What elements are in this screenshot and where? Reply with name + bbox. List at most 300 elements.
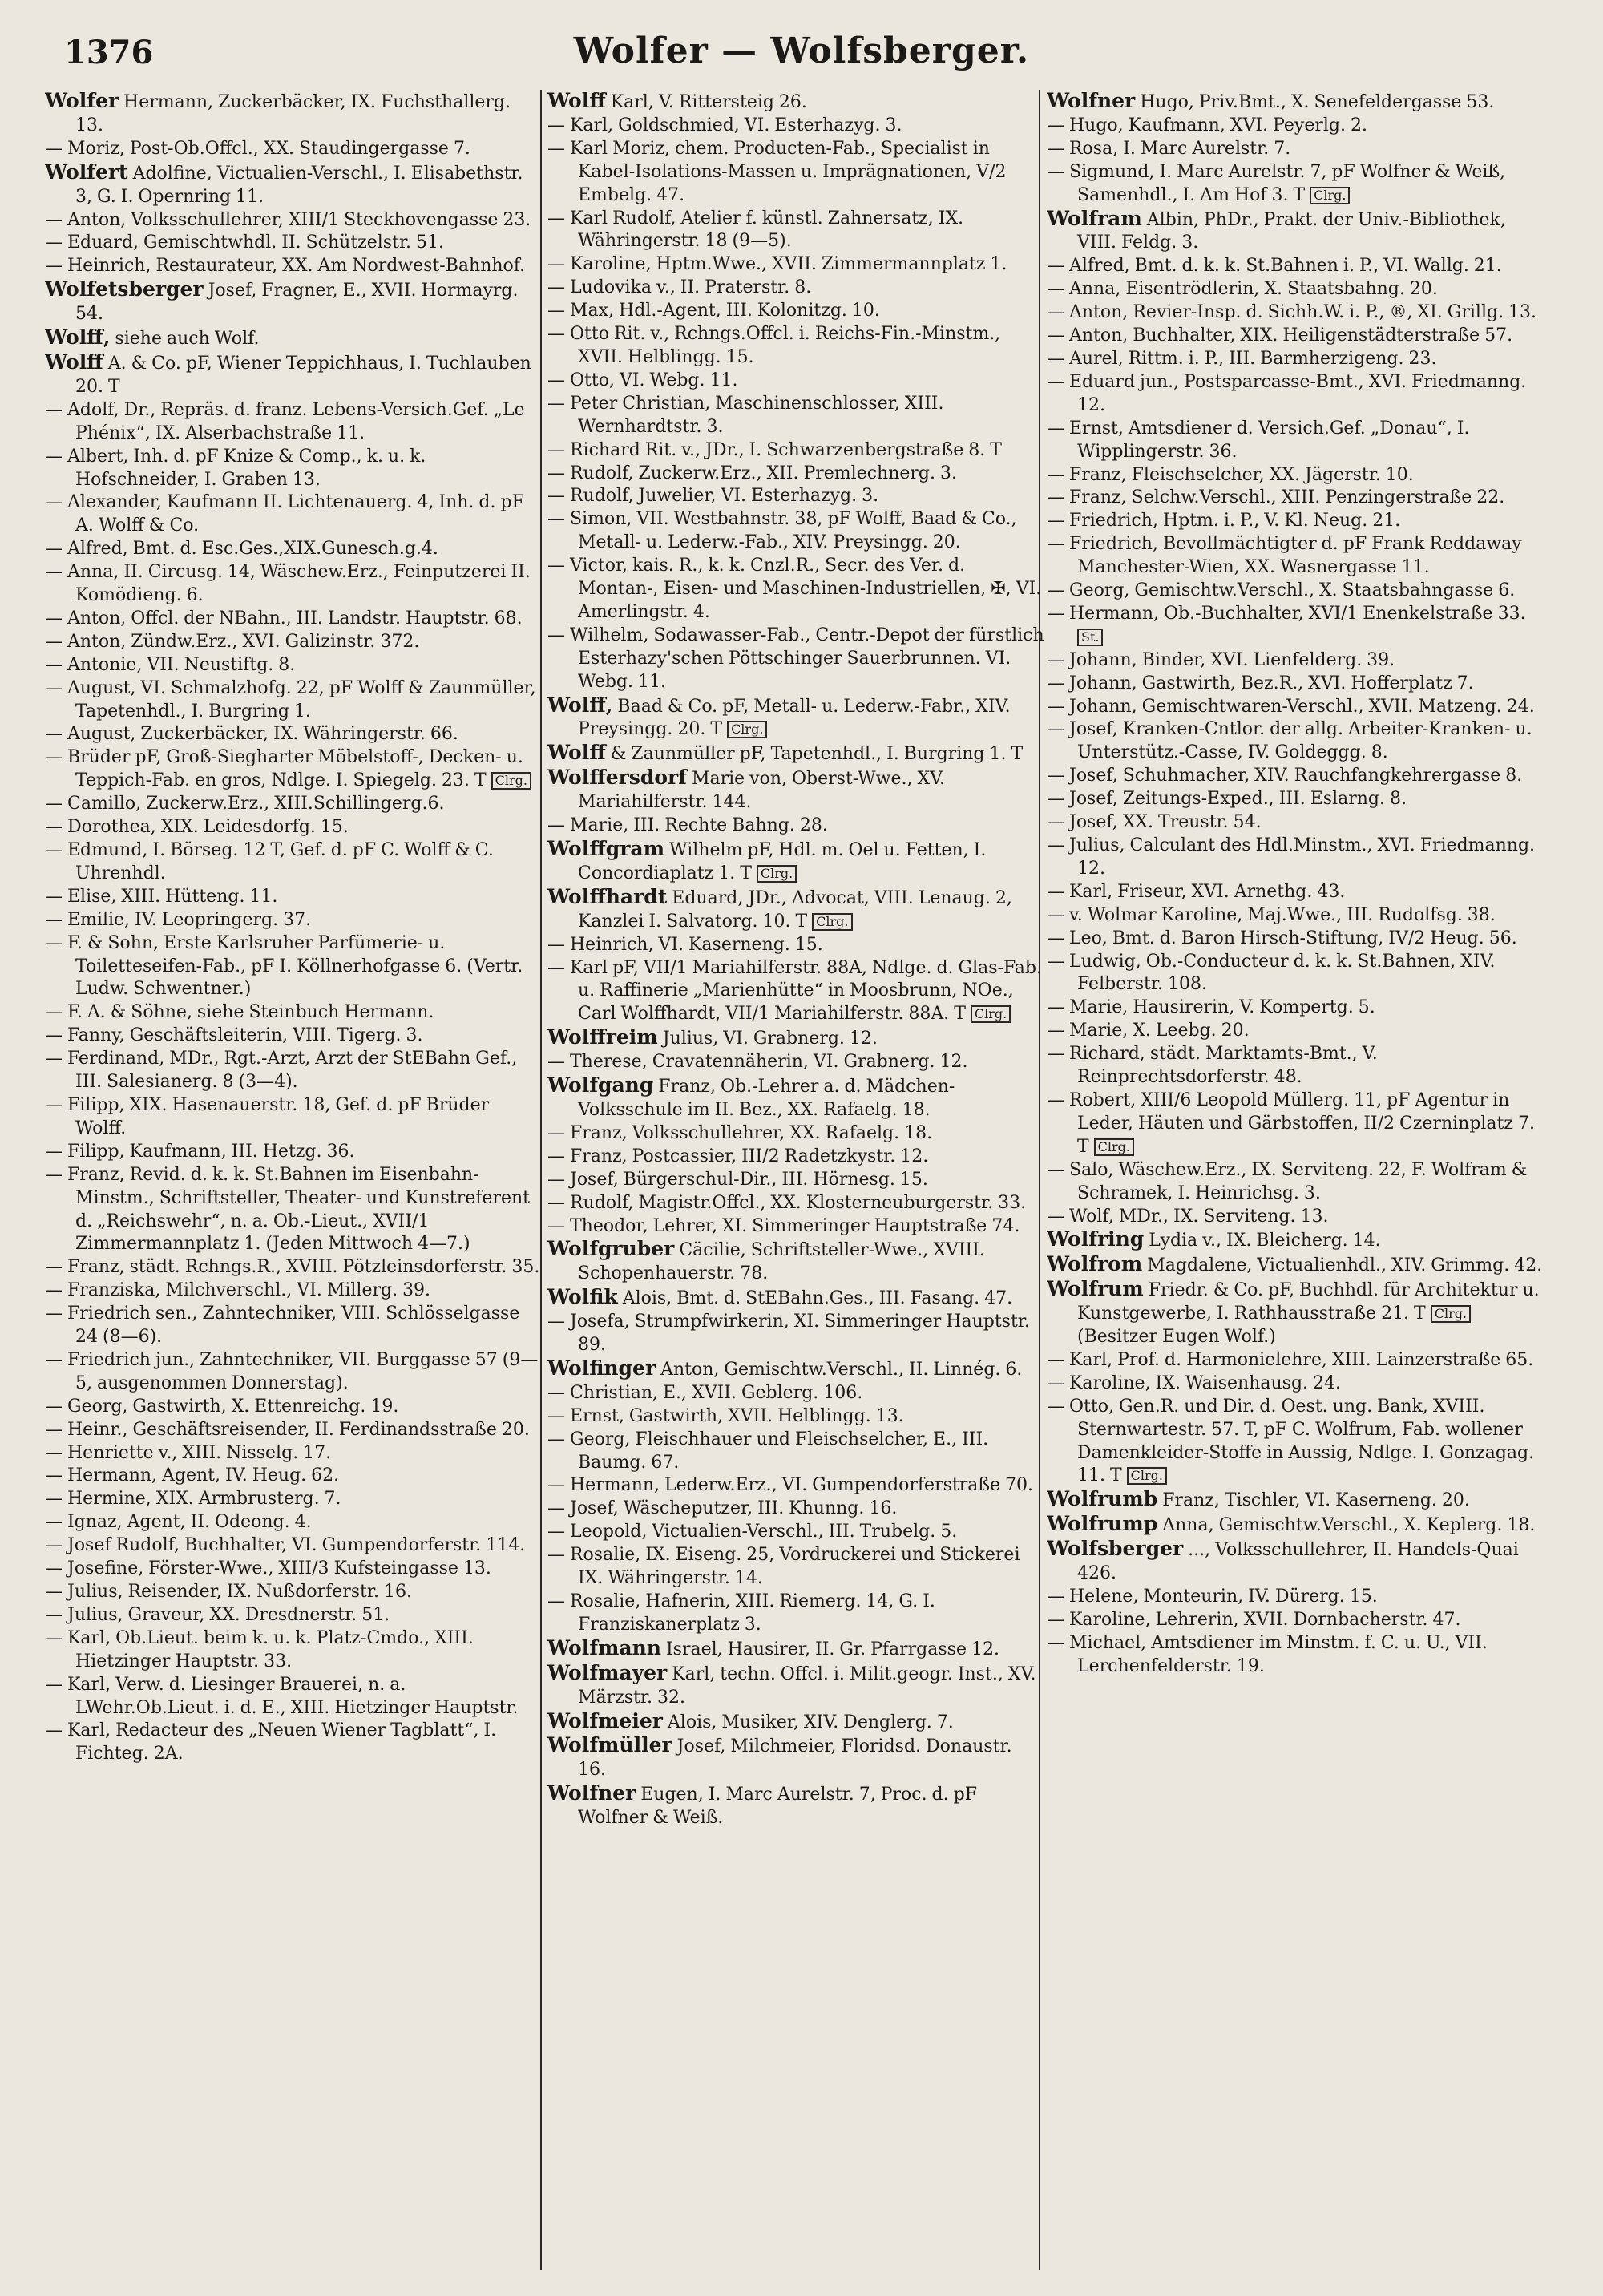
entry-text: — Camillo, Zuckerw.Erz., XIII.Schillingerg.6. (45, 794, 445, 815)
entry-text: Franz, Ob.-Lehrer a. d. Mädchen-Volksschule im II. Bez., XX. Rafaelg. 18. (578, 1077, 955, 1120)
entry-text: — Marie, III. Rechte Bahng. 28. (547, 815, 828, 836)
entry-surname: Wolff (547, 741, 606, 765)
directory-entry (547, 1026, 1044, 1051)
directory-entry (547, 1544, 1044, 1591)
entry-text: — Rudolf, Juwelier, VI. Esterhazyg. 3. (547, 486, 879, 507)
entry-text: — Edmund, I. Börseg. 12 T, Gef. d. pF C. Wolff & C. Uhrenhdl. (45, 840, 494, 883)
entry-text: — Richard Rit. v., JDr., I. Schwarzenbergstraße 8. T (547, 439, 1002, 460)
directory-entry (547, 439, 1044, 463)
directory-entry (1047, 1278, 1544, 1349)
directory-entry (1047, 1632, 1544, 1679)
directory-entry (547, 138, 1044, 208)
entry-text: — Eduard, Gemischtwhdl. II. Schützelstr. 51. (45, 232, 445, 253)
entry-text: — Sigmund, I. Marc Aurelstr. 7, pF Wolfner & Weiß, Samenhdl., I. Am Hof 3. T (1047, 161, 1506, 205)
directory-entry (45, 1442, 542, 1465)
entry-text: — Josefa, Strumpfwirkerin, XI. Simmeringer Hauptstr. 89. (547, 1312, 1030, 1356)
entry-surname: Wolfmüller (547, 1733, 672, 1757)
directory-entry (547, 508, 1044, 555)
entry-text: — Salo, Wäschew.Erz., IX. Serviteng. 22, F. Wolfram & Schramek, I. Heinrichsg. 3. (1047, 1159, 1528, 1203)
directory-entry (45, 723, 542, 746)
directory-entry (1047, 1253, 1544, 1278)
entry-text: — Theodor, Lehrer, XI. Simmeringer Hauptstraße 74. (547, 1215, 1020, 1236)
directory-entry (45, 1025, 542, 1048)
entry-text: Josef, Milchmeier, Floridsd. Donaustr. 16. (578, 1736, 1012, 1781)
directory-entry (547, 463, 1044, 486)
entry-text: — Franz, Volksschullehrer, XX. Rafaelg. 18. (547, 1122, 933, 1143)
entry-text: — Josef, Bürgerschul-Dir., III. Hörnesg. 15. (547, 1169, 928, 1190)
directory-entry (45, 232, 542, 255)
entry-text: — Georg, Gemischtw.Verschl., X. Staatsbahngasse 6. (1047, 580, 1516, 601)
entry-text: — Karl Rudolf, Atelier f. künstl. Zahnersatz, IX. Währingerstr. 18 (9—5). (547, 208, 964, 252)
directory-entry (547, 1474, 1044, 1498)
entry-text: — Rosalie, IX. Eiseng. 25, Vordruckerei und Stickerei IX. Währingerstr. 14. (547, 1545, 1020, 1589)
entry-text: — Hermann, Ob.-Buchhalter, XVI/1 Enenkelstraße 33. (1047, 603, 1526, 624)
entry-text: Josef, Fragner, E., XVII. Hormayrg. 54. (75, 281, 519, 325)
entry-text: — Julius, Graveur, XX. Dresdnerstr. 51. (45, 1604, 390, 1625)
entry-text: — Karoline, Lehrerin, XVII. Dornbacherstr. 47. (1047, 1609, 1461, 1630)
entry-surname: Wolff, (45, 325, 111, 350)
directory-entry (1047, 788, 1544, 811)
entry-text: A. & Co. pF, Wiener Teppichhaus, I. Tuchlauben 20. T (75, 353, 531, 397)
entry-text: — Richard, städt. Marktamts-Bmt., V. Reinprechtsdorferstr. 48. (1047, 1044, 1378, 1088)
entry-text: — Ignaz, Agent, II. Odeong. 4. (45, 1512, 312, 1533)
directory-entry (547, 1591, 1044, 1637)
entry-text: — Karoline, IX. Waisenhausg. 24. (1047, 1372, 1342, 1393)
entry-text: — Henriette v., XIII. Nisselg. 17. (45, 1442, 332, 1463)
entry-surname: Wolfer (45, 90, 119, 112)
entry-text: — Christian, E., XVII. Geblerg. 106. (547, 1382, 863, 1403)
entry-text: — Josef, Schuhmacher, XIV. Rauchfangkehrergasse 8. (1047, 766, 1523, 786)
entry-surname: Wolfik (547, 1285, 618, 1309)
entry-text: — Friedrich sen., Zahntechniker, VIII. Schlösselgasse 24 (8—6). (45, 1304, 520, 1348)
entry-text: Eduard, JDr., Advocat, VIII. Lenaug. 2, Kanzlei I. Salvatorg. 10. T (578, 887, 1012, 932)
entry-text: Wilhelm pF, Hdl. m. Oel u. Fetten, I. Concordiaplatz 1. T (578, 840, 987, 883)
directory-entry (1047, 765, 1544, 788)
entry-text: — Josef, Wäscheputzer, III. Khunng. 16. (547, 1498, 898, 1519)
page-title: Wolfer — Wolfsberger. (573, 30, 1030, 71)
entry-text: Anton, Gemischtw.Verschl., II. Linnég. 6. (656, 1359, 1023, 1380)
directory-entry (1047, 325, 1544, 348)
entry-text: — Rosalie, Hafnerin, XIII. Riemerg. 14, G. I. Franziskanerplatz 3. (547, 1591, 935, 1635)
entry-text: — Anton, Volksschullehrer, XIII/1 Steckhovengasse 23. (45, 209, 531, 230)
directory-entry (1047, 371, 1544, 418)
entry-text: Lydia v., IX. Bleicherg. 14. (1144, 1231, 1381, 1251)
entry-text: — Karl, Redacteur des „Neuen Wiener Tagblatt“, I. Fichteg. 2A. (45, 1720, 497, 1764)
entry-text: — Ludwig, Ob.-Conducteur d. k. k. St.Bahnen, XIV. Felberstr. 108. (1047, 951, 1496, 995)
directory-entry (547, 1498, 1044, 1521)
entry-text: — Josef, Zeitungs-Exped., III. Eslarng. 8. (1047, 789, 1407, 810)
entry-surname: Wolffhardt (547, 884, 668, 908)
directory-entry (1047, 255, 1544, 278)
directory-entry (547, 766, 1044, 815)
directory-entry (1047, 1349, 1544, 1372)
entry-text: — Julius, Calculant des Hdl.Minstm., XVI. Friedmanng. 12. (1047, 835, 1536, 879)
directory-entry (45, 932, 542, 1002)
column-right (1047, 90, 1544, 2278)
directory-entry (45, 886, 542, 909)
entry-text: Anna, Gemischtw.Verschl., X. Keplerg. 18. (1157, 1515, 1536, 1536)
entry-text: — Josef Rudolf, Buchhalter, VI. Gumpendorferstr. 114. (45, 1535, 526, 1556)
entry-text: — Filipp, XIX. Hasenauerstr. 18, Gef. d. pF Brüder Wolff. (45, 1094, 490, 1138)
directory-entry (547, 1357, 1044, 1382)
entry-text: — Josef, XX. Treustr. 54. (1047, 812, 1262, 833)
entry-text: — Leopold, Victualien-Verschl., III. Trubelg. 5. (547, 1522, 958, 1542)
entry-text: — Friedrich, Bevollmächtigter d. pF Frank Reddaway Manchester-Wien, XX. Wasnergasse 11. (1047, 534, 1522, 578)
directory-entry (547, 1662, 1044, 1710)
directory-entry (1047, 161, 1544, 208)
directory-entry (547, 90, 1044, 115)
entry-text: — Wolf, MDr., IX. Serviteng. 13. (1047, 1206, 1329, 1227)
entry-surname: Wolfgruber (547, 1237, 675, 1261)
directory-entry (547, 957, 1044, 1027)
entry-surname: Wolfmann (547, 1635, 661, 1659)
directory-entry (547, 1215, 1044, 1239)
directory-entry (45, 1720, 542, 1766)
entry-text: — Karl, Friseur, XVI. Arnethg. 43. (1047, 881, 1346, 902)
entry-text: — Otto, Gen.R. und Dir. d. Oest. ung. Bank, XVIII. Sternwartestr. 57. T, pF C. Wolfrum, Fab. wollener Damenkleider-Stoffe in Aussig, Ndlge. I. Gonzagag. 11. T (1047, 1396, 1535, 1486)
directory-entry (45, 90, 542, 138)
entry-text: Julius, VI. Grabnerg. 12. (657, 1029, 878, 1049)
entry-surname: Wolff (547, 90, 606, 112)
entry-text: — Alfred, Bmt. d. Esc.Ges.,XIX.Gunesch.g.4. (45, 539, 438, 560)
page-number: 1376 (64, 34, 154, 71)
directory-entry (1047, 696, 1544, 719)
directory-entry (45, 608, 542, 631)
directory-entry (547, 1637, 1044, 1662)
clearing-badge: Clrg. (757, 865, 797, 883)
entry-text: Albin, PhDr., Prakt. der Univ.-Bibliothek, VIII. Feldg. 3. (1077, 209, 1506, 253)
directory-entry (1047, 533, 1544, 580)
directory-entry (1047, 904, 1544, 928)
entry-text: — Robert, XIII/6 Leopold Müllerg. 11, pF Agentur in Leder, Häuten und Gärbstoffen, II/2 Czerninplatz 7. T (1047, 1089, 1535, 1157)
entry-text: — Antonie, VII. Neustiftg. 8. (45, 654, 296, 675)
directory-entry (1047, 138, 1544, 161)
column-middle (547, 90, 1044, 2278)
directory-entry (1047, 603, 1544, 649)
entry-surname: Wolfring (1047, 1227, 1145, 1251)
entry-text: Hugo, Priv.Bmt., X. Senefeldergasse 53. (1135, 92, 1495, 112)
directory-entry (547, 1405, 1044, 1429)
page-header (48, 24, 1555, 80)
entry-text: — Leo, Bmt. d. Baron Hirsch-Stiftung, IV/2 Heug. 56. (1047, 928, 1517, 948)
entry-text: Friedr. & Co. pF, Buchhdl. für Architektur u. Kunstgewerbe, I. Rathhausstraße 21. T (1077, 1280, 1540, 1324)
directory-entry (547, 1051, 1044, 1074)
directory-entry (1047, 464, 1544, 487)
entry-text: — Friedrich jun., Zahntechniker, VII. Burggasse 57 (9—5, ausgenommen Donnerstag). (45, 1349, 539, 1393)
entry-text: — Alexander, Kaufmann II. Lichtenauerg. 4, Inh. d. pF A. Wolff & Co. (45, 492, 524, 536)
directory-entry (45, 255, 542, 278)
directory-entry (45, 631, 542, 654)
directory-entry (1047, 951, 1544, 997)
entry-text: — Michael, Amtsdiener im Minstm. f. C. u. U., VII. Lerchenfelderstr. 19. (1047, 1632, 1488, 1676)
entry-text: Franz, Tischler, VI. Kaserneng. 20. (1157, 1490, 1470, 1511)
directory-entry (45, 1534, 542, 1558)
entry-text: — Friedrich, Hptm. i. P., V. Kl. Neug. 21. (1047, 511, 1401, 532)
directory-entry (1047, 649, 1544, 673)
directory-entry (45, 1303, 542, 1349)
directory-entry (1047, 673, 1544, 696)
directory-entry (1047, 278, 1544, 301)
directory-entry (45, 1581, 542, 1604)
directory-entry (1047, 1020, 1544, 1043)
directory-entry (45, 278, 542, 326)
entry-text: Adolfine, Victualien-Verschl., I. Elisabethstr. 3, G. I. Opernring 11. (75, 163, 523, 207)
directory-entry (1047, 881, 1544, 904)
entry-text: — Heinrich, VI. Kaserneng. 15. (547, 934, 823, 955)
directory-entry (547, 1192, 1044, 1215)
directory-entry (45, 1094, 542, 1141)
entry-surname: Wolfrumb (1047, 1487, 1158, 1511)
directory-entry (45, 1001, 542, 1025)
directory-entry (547, 485, 1044, 508)
directory-entry (547, 1074, 1044, 1122)
directory-entry (45, 1048, 542, 1094)
entry-text: — Emilie, IV. Leopringerg. 37. (45, 909, 312, 930)
directory-entry (45, 1488, 542, 1511)
entry-text: — August, Zuckerbäcker, IX. Währingerstr. 66. (45, 724, 458, 745)
directory-entry (547, 1734, 1044, 1782)
directory-entry (1047, 928, 1544, 951)
entry-text: — Marie, Hausirerin, V. Kompertg. 5. (1047, 997, 1375, 1018)
directory-entry (45, 351, 542, 399)
directory-entry (45, 677, 542, 724)
directory-entry (1047, 1043, 1544, 1089)
directory-entry (45, 446, 542, 492)
clearing-badge: Clrg. (491, 772, 531, 790)
entry-surname: Wolff, (547, 693, 613, 717)
entry-text: — Karl, Prof. d. Harmonielehre, XIII. Lainzerstraße 65. (1047, 1349, 1534, 1370)
clearing-badge: Clrg. (727, 721, 767, 738)
entry-text: Baad & Co. pF, Metall- u. Lederw.-Fabr., XIV. Preysingg. 20. T (578, 696, 1011, 740)
directory-entry (45, 1279, 542, 1303)
directory-entry (45, 1349, 542, 1396)
directory-entry (1047, 510, 1544, 533)
directory-entry (1047, 90, 1544, 115)
entry-text: — Karl, Ob.Lieut. beim k. u. k. Platz-Cmdo., XIII. Hietzinger Hauptstr. 33. (45, 1627, 474, 1671)
entry-text: — Johann, Gastwirth, Bez.R., XVI. Hofferplatz 7. (1047, 673, 1474, 693)
entry-surname: Wolfner (547, 1781, 636, 1805)
entry-text: — Hermann, Lederw.Erz., VI. Gumpendorferstraße 70. (547, 1475, 1034, 1496)
directory-entry (547, 815, 1044, 838)
entry-text: — Alfred, Bmt. d. k. k. St.Bahnen i. P., VI. Wallg. 21. (1047, 256, 1502, 277)
entry-text: — Max, Hdl.-Agent, III. Kolonitzg. 10. (547, 301, 880, 321)
directory-entry (1047, 1586, 1544, 1609)
entry-text: — Josefine, Förster-Wwe., XIII/3 Kufsteingasse 13. (45, 1558, 491, 1579)
entry-text: — Julius, Reisender, IX. Nußdorferstr. 16. (45, 1582, 412, 1602)
directory-entry (547, 1382, 1044, 1405)
directory-entry (1047, 1538, 1544, 1586)
directory-entry (547, 115, 1044, 138)
entry-text: — Anton, Zündw.Erz., XVI. Galizinstr. 372. (45, 631, 420, 652)
clearing-badge: St. (1077, 629, 1103, 646)
entry-text: — Rudolf, Zuckerw.Erz., XII. Premlechnerg. 3. (547, 463, 957, 483)
entry-text: Marie von, Oberst-Wwe., XV. Mariahilferstr. 144. (578, 769, 946, 813)
directory-entry (1047, 996, 1544, 1020)
entry-text: — Karl, Verw. d. Liesinger Brauerei, n. a. LWehr.Ob.Lieut. i. d. E., XIII. Hietzinger Hauptstr. (45, 1674, 519, 1718)
entry-text: — Filipp, Kaufmann, III. Hetzg. 36. (45, 1141, 355, 1162)
entry-text: — Ernst, Gastwirth, XVII. Helblingg. 13. (547, 1405, 904, 1426)
entry-text: — Karl, Goldschmied, VI. Esterhazyg. 3. (547, 115, 902, 135)
entry-text: ..., Volksschullehrer, II. Handels-Quai 426. (1077, 1540, 1519, 1584)
entry-text: Cäcilie, Schriftsteller-Wwe., XVIII. Schopenhauerstr. 78. (578, 1240, 985, 1284)
entry-text: — Brüder pF, Groß-Siegharter Möbelstoff-, Decken- u. Teppich-Fab. en gros, Ndlge. I. Spiegelg. 23. T (45, 747, 523, 791)
entry-text: — Georg, Gastwirth, X. Ettenreichg. 19. (45, 1396, 399, 1417)
entry-text: — Ernst, Amtsdiener d. Versich.Gef. „Donau“, I. Wipplingerstr. 36. (1047, 418, 1470, 462)
entry-surname: Wolfinger (547, 1356, 656, 1380)
entry-text: Karl, techn. Offcl. i. Milit.geogr. Inst., XV. Märzstr. 32. (578, 1663, 1036, 1708)
directory-entry (45, 538, 542, 561)
entry-text: — Therese, Cravatennäherin, VI. Grabnerg. 12. (547, 1052, 968, 1073)
directory-entry (45, 793, 542, 816)
directory-entry (547, 625, 1044, 694)
directory-entry (45, 746, 542, 793)
entry-surname: Wolfrump (1047, 1512, 1158, 1536)
entry-text: — Karoline, Hptm.Wwe., XVII. Zimmermannplatz 1. (547, 254, 1007, 275)
entry-text: — Moriz, Post-Ob.Offcl., XX. Staudingergasse 7. (45, 138, 470, 159)
directory-entry (547, 277, 1044, 300)
column-left (45, 90, 542, 2278)
directory-entry (45, 561, 542, 608)
entry-text: — Hermine, XIX. Armbrusterg. 7. (45, 1489, 341, 1510)
entry-surname: Wolfrom (1047, 1252, 1143, 1276)
directory-entry (1047, 418, 1544, 464)
directory-entry (547, 1238, 1044, 1286)
entry-text: — Victor, kais. R., k. k. Cnzl.R., Secr. des Ver. d. Montan-, Eisen- und Maschinen-Industriellen, ✠, VI. Amerlingstr. 4. (547, 556, 1042, 622)
entry-text: — Ludovika v., II. Praterstr. 8. (547, 277, 812, 298)
entry-surname: Wolffersdorf (547, 766, 687, 790)
directory-entry (45, 1627, 542, 1674)
directory-entry (1047, 1609, 1544, 1632)
entry-text: Hermann, Zuckerbäcker, IX. Fuchsthallerg. 13. (75, 92, 511, 135)
directory-entry (547, 300, 1044, 323)
entry-text: — Ferdinand, MDr., Rgt.-Arzt, Arzt der StEBahn Gef., III. Salesianerg. 8 (3—4). (45, 1049, 518, 1093)
entry-text: — Helene, Monteurin, IV. Dürerg. 15. (1047, 1587, 1378, 1607)
directory-entry (45, 816, 542, 839)
directory-entry (45, 399, 542, 446)
entry-text: — Hermann, Agent, IV. Heug. 62. (45, 1465, 340, 1486)
entry-text: Karl, V. Rittersteig 26. (605, 92, 807, 112)
entry-text: — Albert, Inh. d. pF Knize & Comp., k. u. k. Hofschneider, I. Graben 13. (45, 446, 426, 490)
directory-entry (1047, 208, 1544, 256)
entry-text: — Franz, Revid. d. k. k. St.Bahnen im Eisenbahn-Minstm., Schriftsteller, Theater- und Kunstreferent d. „Reichswehr“, n. a. Ob.-Lieut., XVII/1 Zimmermannplatz 1. (Jeden Mittwoch 4—7.) (45, 1164, 530, 1255)
entry-text: — F. A. & Söhne, siehe Steinbuch Hermann. (45, 1002, 434, 1023)
entry-surname: Wolfmeier (547, 1708, 663, 1732)
directory-entry (547, 370, 1044, 393)
directory-entry (1047, 1396, 1544, 1489)
entry-text: Israel, Hausirer, II. Gr. Pfarrgasse 12. (660, 1639, 999, 1659)
entry-text: — Anton, Offcl. der NBahn., III. Landstr. Hauptstr. 68. (45, 608, 523, 629)
directory-entry (1047, 1159, 1544, 1206)
entry-text: — Dorothea, XIX. Leidesdorfg. 15. (45, 817, 349, 838)
directory-entry (547, 934, 1044, 957)
entry-text: — Adolf, Dr., Repräs. d. franz. Lebens-Versich.Gef. „Le Phénix“, IX. Alserbachstraße 11. (45, 399, 525, 443)
directory-entry (1047, 580, 1544, 603)
entry-text: Alois, Musiker, XIV. Denglerg. 7. (662, 1712, 954, 1732)
entry-text: — Karl pF, VII/1 Mariahilferstr. 88A, Ndlge. d. Glas-Fab. u. Raffinerie „Marienhütte“ in Moosbrunn, NOe., Carl Wolffhardt, VII/1 Mariahilferstr. 88A. T (547, 957, 1042, 1025)
directory-entry (45, 491, 542, 538)
directory-entry (1047, 1513, 1544, 1538)
entry-surname: Wolfram (1047, 206, 1142, 230)
directory-entry (45, 1419, 542, 1442)
directory-entry (45, 1256, 542, 1279)
directory-entry (547, 742, 1044, 766)
directory-entry (45, 654, 542, 677)
directory-entry (547, 1169, 1044, 1192)
entry-text: — Otto, VI. Webg. 11. (547, 370, 738, 390)
entry-text: — Rudolf, Magistr.Offcl., XX. Klosterneuburgerstr. 33. (547, 1192, 1027, 1213)
directory-entry (45, 1511, 542, 1534)
entry-surname: Wolfner (1047, 90, 1136, 112)
entry-text: — Georg, Fleischhauer und Fleischselcher, E., III. Baumg. 67. (547, 1429, 989, 1473)
directory-entry (547, 1429, 1044, 1475)
directory-entry (547, 1782, 1044, 1830)
directory-entry (547, 393, 1044, 439)
directory-entry (45, 1164, 542, 1257)
entry-surname: Wolffgram (547, 837, 665, 860)
entry-text: — Eduard jun., Postsparcasse-Bmt., XVI. Friedmanng. 12. (1047, 371, 1527, 415)
directory-entry (45, 1604, 542, 1627)
directory-entry (45, 209, 542, 232)
directory-entry (547, 208, 1044, 254)
entry-text-after: (Besitzer Eugen Wolf.) (1077, 1327, 1276, 1348)
directory-entry (45, 161, 542, 209)
directory-entry (1047, 1372, 1544, 1396)
entry-text: — v. Wolmar Karoline, Maj.Wwe., III. Rudolfsg. 38. (1047, 904, 1496, 925)
entry-text: — Johann, Gemischtwaren-Verschl., XVII. Matzeng. 24. (1047, 696, 1535, 717)
directory-entry (547, 1146, 1044, 1169)
directory-entry (1047, 348, 1544, 371)
entry-text: — Franziska, Milchverschl., VI. Millerg. 39. (45, 1280, 431, 1301)
directory-entry (1047, 115, 1544, 138)
directory-entry (1047, 1089, 1544, 1159)
directory-entry (547, 886, 1044, 934)
directory-entry (1047, 1206, 1544, 1229)
clearing-badge: Clrg. (1310, 187, 1350, 204)
clearing-badge: Clrg. (1127, 1467, 1167, 1485)
directory-entry (1047, 718, 1544, 765)
directory-entry (547, 1521, 1044, 1544)
directory-entry (45, 1141, 542, 1164)
directory-entry (547, 253, 1044, 277)
entry-text: — Wilhelm, Sodawasser-Fab., Centr.-Depot der fürstlich Esterhazy'schen Pöttschinger Sauerbrunnen. VI. Webg. 11. (547, 625, 1044, 692)
directory-entry (547, 1122, 1044, 1146)
entry-surname: Wolffreim (547, 1025, 658, 1049)
entry-surname: Wolfgang (547, 1073, 654, 1097)
entry-text: — Peter Christian, Maschinenschlosser, XIII. Wernhardtstr. 3. (547, 393, 944, 437)
directory-entry (547, 838, 1044, 886)
entry-text: — Rosa, I. Marc Aurelstr. 7. (1047, 138, 1291, 159)
entry-text: — Franz, städt. Rchngs.R., XVIII. Pötzleinsdorferstr. 35. (45, 1257, 540, 1278)
entry-text: — Karl Moriz, chem. Producten-Fab., Specialist in Kabel-Isolations-Massen u. Imprägnationen, V/2 Embelg. 47. (547, 138, 1007, 205)
entry-text: — Franz, Fleischselcher, XX. Jägerstr. 10. (1047, 464, 1414, 485)
entry-text: — August, VI. Schmalzhofg. 22, pF Wolff & Zaunmüller, Tapetenhdl., I. Burgring 1. (45, 677, 536, 722)
directory-entry (547, 1311, 1044, 1357)
directory-entry (45, 138, 542, 161)
entry-text: — Heinrich, Restaurateur, XX. Am Nordwest-Bahnhof. (45, 256, 526, 277)
entry-text: — Marie, X. Leebg. 20. (1047, 1021, 1250, 1041)
entry-text: — Josef, Kranken-Cntlor. der allg. Arbeiter-Kranken- u. Unterstütz.-Casse, IV. Goldeggg. 8. (1047, 719, 1532, 763)
entry-text: Magdalene, Victualienhdl., XIV. Grimmg. 42. (1142, 1255, 1543, 1276)
entry-text: — Anna, II. Circusg. 14, Wäschew.Erz., Feinputzerei II. Komödieng. 6. (45, 562, 531, 606)
directory-entry (547, 1710, 1044, 1735)
directory-entry (1047, 487, 1544, 510)
directory-entry (45, 839, 542, 886)
entry-surname: Wolfetsberger (45, 277, 204, 301)
entry-text: — Franz, Postcassier, III/2 Radetzkystr. 12. (547, 1146, 929, 1166)
entry-surname: Wolff (45, 350, 103, 374)
entry-surname: Wolfrum (1047, 1277, 1144, 1301)
entry-surname: Wolfsberger (1047, 1537, 1184, 1561)
